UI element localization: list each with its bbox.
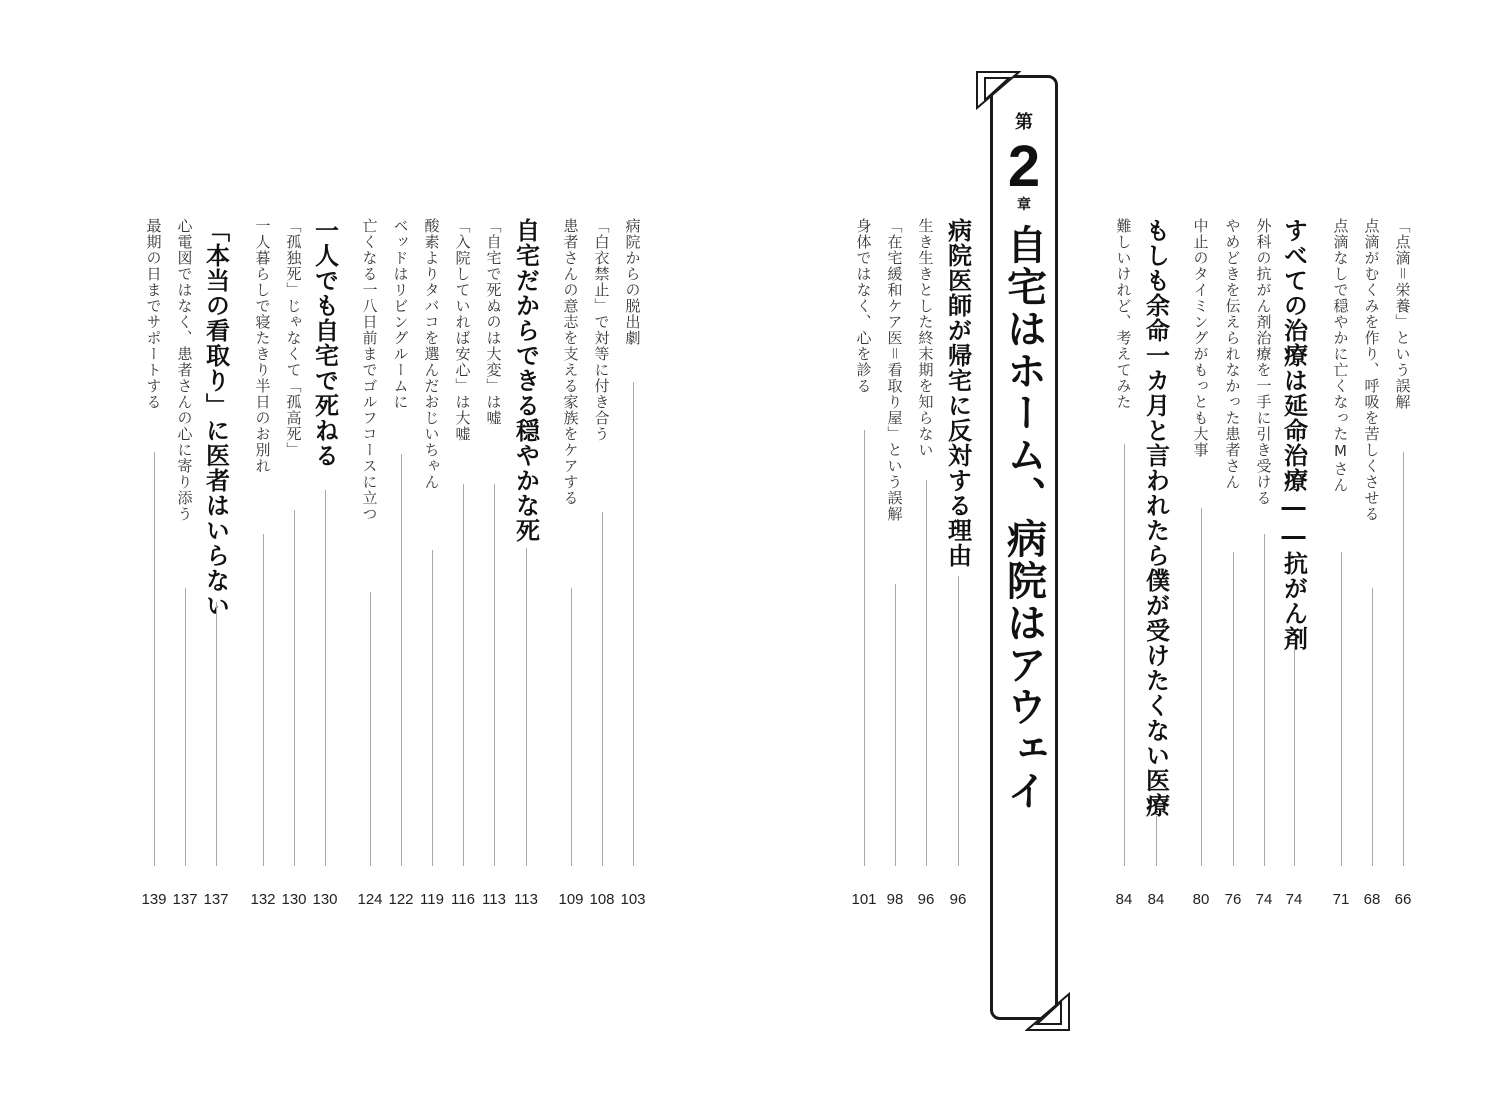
toc-page-number: 84 [1147,891,1165,908]
toc-leader-line [463,484,464,866]
toc-page-number: 124 [357,891,383,908]
toc-leader-line [325,490,326,866]
toc-page-number: 139 [141,891,167,908]
toc-leader-line [1156,816,1157,866]
toc-page-number: 76 [1224,891,1242,908]
toc-entry-title: 酸素よりタバコを選んだおじいちゃん [422,218,441,490]
toc-entry[interactable] [556,218,586,908]
toc-section-entry[interactable] [943,218,973,908]
toc-entry[interactable] [355,218,385,908]
toc-leader-line [263,534,264,866]
toc-entry-title: 患者さんの意志を支える家族をケアする [561,218,580,506]
chapter-title: 自宅はホーム、病院はアウェイ [1000,224,1047,812]
toc-leader-line [401,454,402,866]
toc-entry-title: 心電図ではなく、患者さんの心に寄り添う [175,218,194,522]
toc-leader-line [958,576,959,866]
toc-entry-title: 難しいけれど、考えてみた [1114,218,1133,410]
toc-leader-line [926,480,927,866]
toc-entry-title: 中止のタイミングがもっとも大事 [1191,218,1210,458]
toc-entry[interactable] [386,218,416,908]
toc-entry-title: 「孤独死」じゃなくて「孤高死」 [284,218,303,458]
toc-page-number: 101 [851,891,877,908]
toc-entry[interactable] [1109,218,1139,908]
toc-entry-title: 「白衣禁止」で対等に付き合う [592,218,611,442]
toc-entry-title: 病院からの脱出劇 [623,218,642,346]
toc-page-number: 84 [1115,891,1133,908]
toc-section-entry[interactable] [511,218,541,908]
toc-entry[interactable] [417,218,447,908]
toc-entry[interactable] [618,218,648,908]
toc-page-number: 96 [949,891,967,908]
toc-entry-title: 「点滴＝栄養」という誤解 [1393,218,1412,410]
toc-page-number: 119 [420,891,444,908]
toc-section-title: 「本当の看取り」に医者はいらない [201,218,230,618]
toc-leader-line [864,430,865,866]
toc-entry[interactable] [1357,218,1387,908]
toc-entry[interactable] [1218,218,1248,908]
toc-page-number: 113 [482,891,506,908]
toc-entry[interactable] [479,218,509,908]
toc-leader-line [1294,646,1295,866]
toc-section-title: 病院医師が帰宅に反対する理由 [943,218,972,568]
toc-page-number: 113 [514,891,538,908]
toc-leader-line [1124,444,1125,866]
toc-entry[interactable] [279,218,309,908]
toc-section-title: もしも余命一カ月と言われたら僕が受けたくない医療 [1141,218,1170,818]
toc-page-number: 74 [1285,891,1303,908]
toc-leader-line [370,592,371,866]
toc-section-entry[interactable] [310,218,340,908]
toc-section-entry[interactable] [1279,218,1309,908]
toc-page-number: 68 [1363,891,1381,908]
toc-leader-line [633,382,634,866]
toc-leader-line [571,588,572,866]
toc-leader-line [216,602,217,866]
toc-entry[interactable] [1186,218,1216,908]
toc-entry[interactable] [1388,218,1418,908]
toc-page-number: 109 [558,891,584,908]
toc-entry-title: 「入院していれば安心」は大嘘 [453,218,472,442]
toc-leader-line [1233,552,1234,866]
toc-leader-line [185,588,186,866]
toc-entry-title: 点滴がむくみを作り、呼吸を苦しくさせる [1362,218,1381,522]
toc-entry[interactable] [1326,218,1356,908]
toc-page-number: 80 [1192,891,1210,908]
corner-ornament-icon [975,70,1021,110]
toc-page-number: 103 [620,891,646,908]
toc-entry-title: 外科の抗がん剤治療を一手に引き受ける [1254,218,1273,506]
toc-entry[interactable] [139,218,169,908]
toc-section-title: 自宅だからできる穏やかな死 [511,218,540,543]
toc-page-number: 116 [451,891,475,908]
toc-entry-title: 生き生きとした終末期を知らない [916,218,935,458]
toc-entry-title: 身体ではなく、心を診る [854,218,873,394]
toc-entry-title: 亡くなる一八日前までゴルフコースに立つ [360,218,379,522]
toc-section-entry[interactable] [201,218,231,908]
toc-entry[interactable] [849,218,879,908]
toc-page-number: 74 [1255,891,1273,908]
toc-leader-line [1372,588,1373,866]
toc-page-number: 122 [388,891,414,908]
toc-page-number: 98 [886,891,904,908]
toc-entry-title: 「自宅で死ぬのは大変」は嘘 [484,218,503,426]
toc-entry-title: 一人暮らしで寝たきり半日のお別れ [253,218,272,474]
toc-leader-line [494,484,495,866]
toc-leader-line [526,548,527,866]
toc-entry[interactable] [170,218,200,908]
toc-page-number: 71 [1332,891,1350,908]
corner-ornament-icon [1025,992,1071,1032]
toc-leader-line [1403,452,1404,866]
toc-entry[interactable] [880,218,910,908]
toc-leader-line [1341,552,1342,866]
toc-page-number: 130 [281,891,307,908]
toc-entry-title: ベッドはリビングルームに [391,218,410,410]
toc-entry-title: やめどきを伝えられなかった患者さん [1223,218,1242,490]
toc-leader-line [294,510,295,866]
toc-leader-line [1201,508,1202,866]
toc-leader-line [432,550,433,866]
toc-page-number: 108 [589,891,615,908]
toc-entry-title: 最期の日までサポートする [144,218,163,410]
toc-leader-line [1264,534,1265,866]
chapter-label-dai: 第 [1015,112,1033,133]
toc-entry[interactable] [911,218,941,908]
toc-leader-line [154,452,155,866]
toc-section-title: 一人でも自宅で死ねる [310,218,339,468]
toc-entry-title: 点滴なしで穏やかに亡くなったMさん [1331,218,1350,493]
toc-section-title: すべての治療は延命治療――抗がん剤 [1279,218,1308,651]
toc-page-number: 137 [172,891,198,908]
toc-page-number: 130 [312,891,338,908]
toc-page-number: 96 [917,891,935,908]
toc-entry[interactable] [1249,218,1279,908]
toc-entry-title: 「在宅緩和ケア医＝看取り屋」という誤解 [885,218,904,522]
toc-leader-line [602,512,603,866]
toc-leader-line [895,584,896,866]
toc-page-number: 66 [1394,891,1412,908]
toc-entry[interactable] [587,218,617,908]
toc-page-number: 137 [203,891,229,908]
toc-entry[interactable] [448,218,478,908]
chapter-label-shou: 章 [1017,197,1031,213]
toc-page-number: 132 [250,891,276,908]
toc-entry[interactable] [248,218,278,908]
chapter-number: 2 [1007,134,1041,199]
toc-section-entry[interactable] [1141,218,1171,908]
